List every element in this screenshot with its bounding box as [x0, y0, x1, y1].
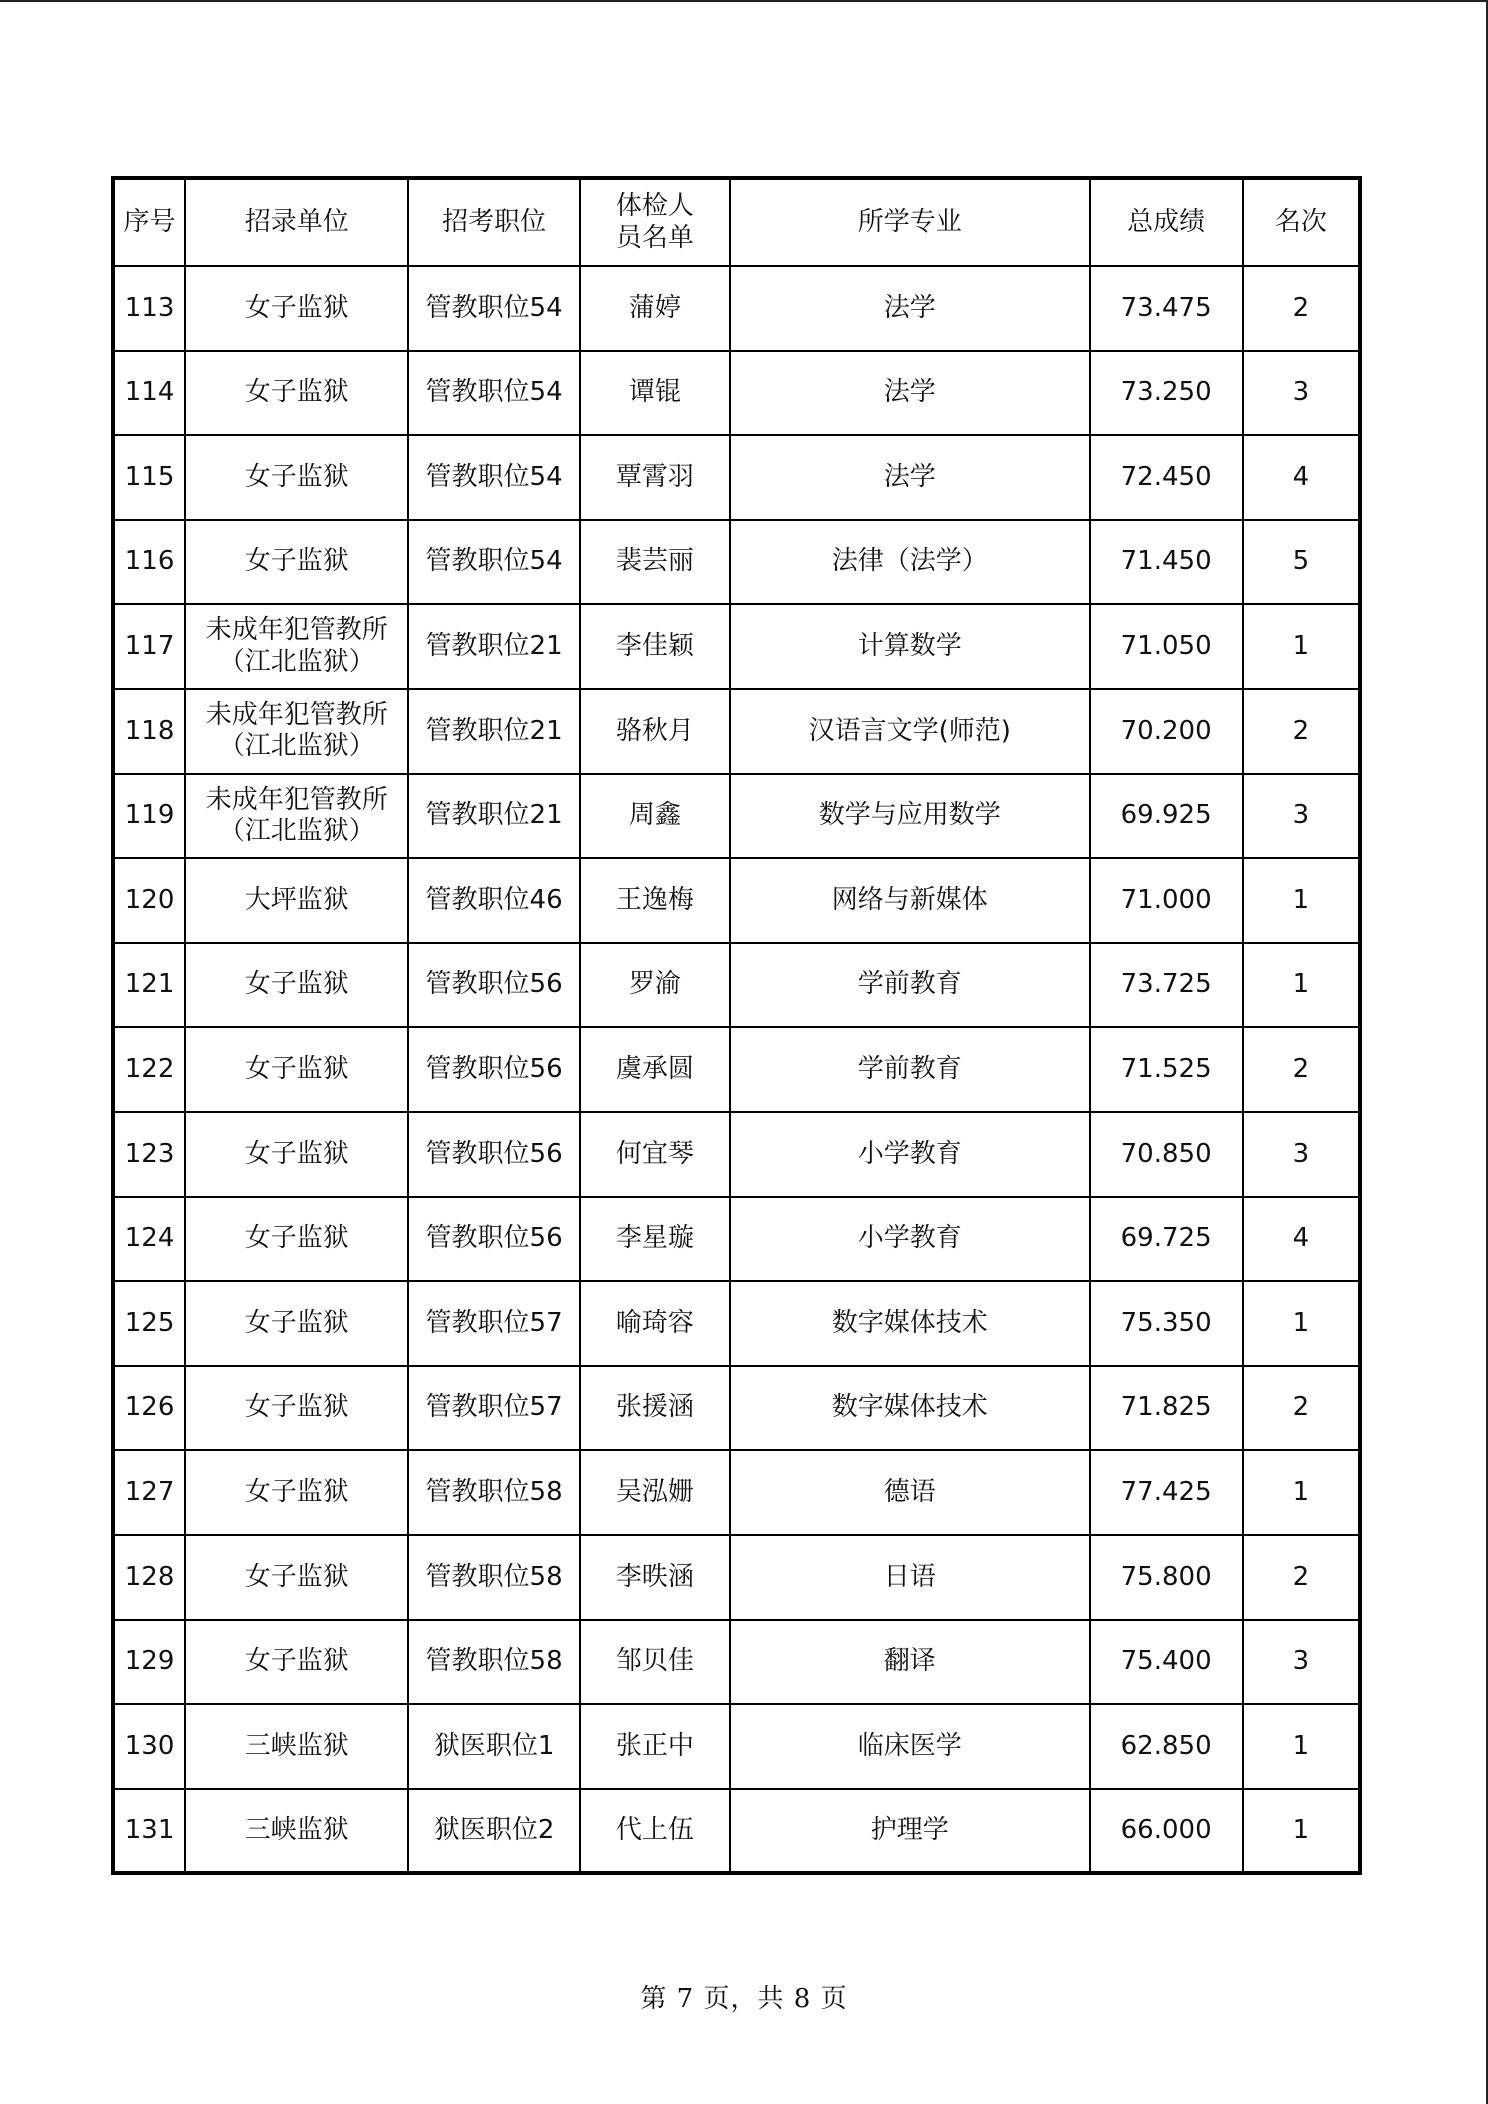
cell-total-score: 69.725	[1090, 1197, 1243, 1282]
cell-major: 法学	[730, 435, 1090, 520]
cell-major: 网络与新媒体	[730, 858, 1090, 943]
cell-seq-no: 124	[113, 1197, 185, 1282]
cell-seq-no: 118	[113, 689, 185, 774]
cell-candidate-name: 覃霄羽	[580, 435, 730, 520]
cell-rank: 3	[1243, 1620, 1360, 1705]
cell-major: 小学教育	[730, 1112, 1090, 1197]
cell-rank: 2	[1243, 1027, 1360, 1112]
cell-seq-no: 114	[113, 351, 185, 436]
cell-major: 学前教育	[730, 943, 1090, 1028]
cell-total-score: 77.425	[1090, 1450, 1243, 1535]
cell-recruiting-unit: 女子监狱	[185, 1620, 408, 1705]
cell-candidate-name: 李昳涵	[580, 1535, 730, 1620]
cell-seq-no: 129	[113, 1620, 185, 1705]
table-row	[113, 1197, 1360, 1282]
cell-recruiting-unit: 女子监狱	[185, 351, 408, 436]
cell-seq-no: 119	[113, 774, 185, 859]
cell-rank: 1	[1243, 858, 1360, 943]
cell-candidate-name: 虞承圆	[580, 1027, 730, 1112]
cell-recruiting-unit: 女子监狱	[185, 520, 408, 605]
cell-position: 管教职位54	[408, 520, 579, 605]
cell-position: 管教职位54	[408, 351, 579, 436]
cell-rank: 5	[1243, 520, 1360, 605]
page-number-footer: 第 7 页，共 8 页	[640, 1984, 848, 2014]
table-row	[113, 1027, 1360, 1112]
cell-rank: 2	[1243, 1366, 1360, 1451]
header-major: 所学专业	[730, 178, 1090, 266]
table-row	[113, 1620, 1360, 1705]
cell-candidate-name: 何宜琴	[580, 1112, 730, 1197]
table-row	[113, 1450, 1360, 1535]
cell-position: 管教职位58	[408, 1535, 579, 1620]
cell-rank: 3	[1243, 774, 1360, 859]
cell-position: 管教职位21	[408, 604, 579, 689]
cell-recruiting-unit: 女子监狱	[185, 1281, 408, 1366]
cell-recruiting-unit: 未成年犯管教所 （江北监狱）	[185, 774, 408, 859]
cell-position: 管教职位54	[408, 266, 579, 351]
cell-major: 数字媒体技术	[730, 1281, 1090, 1366]
cell-seq-no: 131	[113, 1789, 185, 1874]
cell-rank: 3	[1243, 351, 1360, 436]
header-recruiting-unit: 招录单位	[185, 178, 408, 266]
cell-seq-no: 122	[113, 1027, 185, 1112]
cell-seq-no: 126	[113, 1366, 185, 1451]
table-body	[113, 266, 1360, 1873]
cell-seq-no: 127	[113, 1450, 185, 1535]
cell-seq-no: 125	[113, 1281, 185, 1366]
cell-candidate-name: 蒲婷	[580, 266, 730, 351]
table-row	[113, 943, 1360, 1028]
page-border-top	[0, 0, 1488, 2]
cell-recruiting-unit: 未成年犯管教所 （江北监狱）	[185, 689, 408, 774]
cell-position: 管教职位46	[408, 858, 579, 943]
cell-seq-no: 116	[113, 520, 185, 605]
cell-major: 法律（法学）	[730, 520, 1090, 605]
cell-rank: 2	[1243, 1535, 1360, 1620]
cell-position: 狱医职位2	[408, 1789, 579, 1874]
cell-position: 管教职位58	[408, 1620, 579, 1705]
header-total-score: 总成绩	[1090, 178, 1243, 266]
cell-position: 管教职位56	[408, 1197, 579, 1282]
cell-candidate-name: 张援涵	[580, 1366, 730, 1451]
exam-roster-table	[111, 176, 1362, 1875]
cell-major: 德语	[730, 1450, 1090, 1535]
cell-major: 计算数学	[730, 604, 1090, 689]
cell-recruiting-unit: 女子监狱	[185, 1450, 408, 1535]
cell-total-score: 71.450	[1090, 520, 1243, 605]
header-candidate-name: 体检人 员名单	[580, 178, 730, 266]
cell-rank: 2	[1243, 689, 1360, 774]
cell-major: 护理学	[730, 1789, 1090, 1874]
cell-rank: 3	[1243, 1112, 1360, 1197]
cell-total-score: 75.400	[1090, 1620, 1243, 1705]
cell-rank: 1	[1243, 1281, 1360, 1366]
cell-rank: 1	[1243, 1704, 1360, 1789]
cell-rank: 2	[1243, 266, 1360, 351]
cell-total-score: 73.725	[1090, 943, 1243, 1028]
cell-candidate-name: 裴芸丽	[580, 520, 730, 605]
cell-total-score: 73.475	[1090, 266, 1243, 351]
cell-total-score: 75.350	[1090, 1281, 1243, 1366]
cell-seq-no: 123	[113, 1112, 185, 1197]
cell-major: 法学	[730, 266, 1090, 351]
cell-total-score: 71.000	[1090, 858, 1243, 943]
cell-candidate-name: 周鑫	[580, 774, 730, 859]
cell-recruiting-unit: 女子监狱	[185, 1366, 408, 1451]
cell-position: 管教职位58	[408, 1450, 579, 1535]
cell-recruiting-unit: 女子监狱	[185, 1027, 408, 1112]
cell-recruiting-unit: 女子监狱	[185, 266, 408, 351]
cell-total-score: 70.200	[1090, 689, 1243, 774]
table-row	[113, 689, 1360, 774]
cell-candidate-name: 罗渝	[580, 943, 730, 1028]
cell-seq-no: 115	[113, 435, 185, 520]
cell-total-score: 71.825	[1090, 1366, 1243, 1451]
cell-rank: 1	[1243, 604, 1360, 689]
cell-candidate-name: 李星璇	[580, 1197, 730, 1282]
cell-recruiting-unit: 女子监狱	[185, 1535, 408, 1620]
cell-position: 管教职位56	[408, 943, 579, 1028]
cell-position: 管教职位21	[408, 774, 579, 859]
table-row	[113, 435, 1360, 520]
cell-total-score: 75.800	[1090, 1535, 1243, 1620]
cell-major: 数字媒体技术	[730, 1366, 1090, 1451]
cell-major: 数学与应用数学	[730, 774, 1090, 859]
cell-seq-no: 121	[113, 943, 185, 1028]
cell-major: 临床医学	[730, 1704, 1090, 1789]
cell-candidate-name: 谭锟	[580, 351, 730, 436]
table-row	[113, 1366, 1360, 1451]
cell-recruiting-unit: 女子监狱	[185, 435, 408, 520]
table-row	[113, 1789, 1360, 1874]
cell-seq-no: 117	[113, 604, 185, 689]
cell-candidate-name: 代上伍	[580, 1789, 730, 1874]
cell-seq-no: 130	[113, 1704, 185, 1789]
cell-candidate-name: 骆秋月	[580, 689, 730, 774]
cell-total-score: 66.000	[1090, 1789, 1243, 1874]
cell-recruiting-unit: 未成年犯管教所 （江北监狱）	[185, 604, 408, 689]
cell-major: 汉语言文学(师范)	[730, 689, 1090, 774]
cell-position: 管教职位54	[408, 435, 579, 520]
cell-recruiting-unit: 女子监狱	[185, 943, 408, 1028]
table-row	[113, 1281, 1360, 1366]
cell-position: 管教职位56	[408, 1027, 579, 1112]
cell-recruiting-unit: 三峡监狱	[185, 1789, 408, 1874]
cell-recruiting-unit: 三峡监狱	[185, 1704, 408, 1789]
cell-position: 狱医职位1	[408, 1704, 579, 1789]
cell-candidate-name: 李佳颖	[580, 604, 730, 689]
cell-position: 管教职位57	[408, 1366, 579, 1451]
table-row	[113, 1535, 1360, 1620]
cell-seq-no: 113	[113, 266, 185, 351]
cell-major: 学前教育	[730, 1027, 1090, 1112]
table-row	[113, 604, 1360, 689]
cell-position: 管教职位21	[408, 689, 579, 774]
table-row	[113, 774, 1360, 859]
table-header	[113, 178, 1360, 266]
cell-major: 日语	[730, 1535, 1090, 1620]
cell-major: 翻译	[730, 1620, 1090, 1705]
table-row	[113, 1112, 1360, 1197]
header-position: 招考职位	[408, 178, 579, 266]
cell-position: 管教职位56	[408, 1112, 579, 1197]
cell-total-score: 73.250	[1090, 351, 1243, 436]
cell-total-score: 62.850	[1090, 1704, 1243, 1789]
header-seq-no: 序号	[113, 178, 185, 266]
cell-seq-no: 120	[113, 858, 185, 943]
cell-candidate-name: 王逸梅	[580, 858, 730, 943]
cell-recruiting-unit: 女子监狱	[185, 1197, 408, 1282]
cell-total-score: 70.850	[1090, 1112, 1243, 1197]
cell-total-score: 71.525	[1090, 1027, 1243, 1112]
header-rank: 名次	[1243, 178, 1360, 266]
cell-major: 法学	[730, 351, 1090, 436]
table-row	[113, 1704, 1360, 1789]
cell-rank: 1	[1243, 943, 1360, 1028]
cell-seq-no: 128	[113, 1535, 185, 1620]
table-row	[113, 858, 1360, 943]
cell-rank: 1	[1243, 1789, 1360, 1874]
cell-major: 小学教育	[730, 1197, 1090, 1282]
cell-candidate-name: 张正中	[580, 1704, 730, 1789]
cell-total-score: 69.925	[1090, 774, 1243, 859]
cell-total-score: 72.450	[1090, 435, 1243, 520]
cell-rank: 4	[1243, 435, 1360, 520]
cell-position: 管教职位57	[408, 1281, 579, 1366]
cell-rank: 4	[1243, 1197, 1360, 1282]
table-row	[113, 351, 1360, 436]
table-row	[113, 520, 1360, 605]
header-row	[113, 178, 1360, 266]
table-row	[113, 266, 1360, 351]
cell-recruiting-unit: 大坪监狱	[185, 858, 408, 943]
cell-candidate-name: 邹贝佳	[580, 1620, 730, 1705]
cell-recruiting-unit: 女子监狱	[185, 1112, 408, 1197]
cell-rank: 1	[1243, 1450, 1360, 1535]
cell-candidate-name: 吴泓姗	[580, 1450, 730, 1535]
cell-candidate-name: 喻琦容	[580, 1281, 730, 1366]
cell-total-score: 71.050	[1090, 604, 1243, 689]
